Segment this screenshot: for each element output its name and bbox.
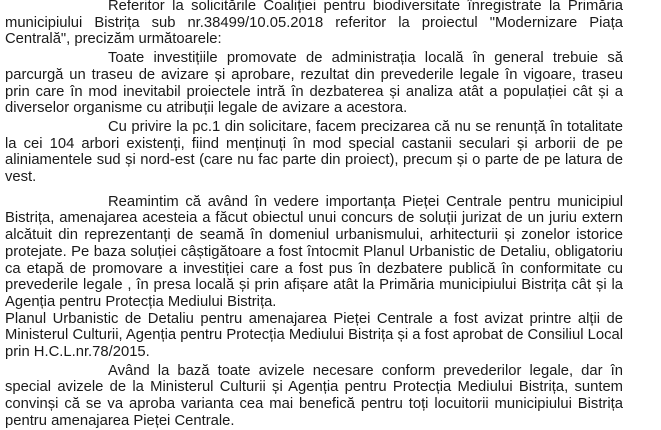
- paragraph-competition: Reamintim că având în vedere importanța Pieței Centrale pentru municipiul Bistrița, amenajarea acesteia a făcut obiectul unui concurs de soluții jurizat de un juriu extern alcătuit din reprezentanți de seamă în domeniul urbanismului, arhitecturii și zonelor istorice protejate. Pe baza soluției câștigătoare a fost întocmit Planul Urbanistic de Detaliu, obligatoriu ca etapă de promovare a investiției care a fost pus în dezbatere publică în conformitate cu prevederile legale , în presa locală și prin afișare atât la Primăria municipiului Bistrița cât și la Agenția pentru Protecția Mediului Bistrița.: [5, 193, 623, 310]
- paragraph-conclusion: Având la bază toate avizele necesare conform prevederilor legale, dar în special avizele de la Ministerul Culturii și Agenția pentru Protecția Mediului Bistrița, suntem convinși că se va aproba varianta cea mai benefică pentru toți locuitorii municipiului Bistrița pentru amenajarea Pieței Centrale.: [5, 362, 623, 429]
- paragraph-pud-approval: Planul Urbanistic de Detaliu pentru amenajarea Pieței Centrale a fost avizat printre alții de Ministerul Culturii, Agenția pentru Protecția Mediului Bistrița și a fost aprobat de Consiliul Local prin H.C.L.nr.78/2015.: [5, 310, 623, 361]
- paragraph-intro: Referitor la solicitările Coaliției pentru biodiversitate înregistrate la Primăria municipiului Bistrița sub nr.38499/10.05.2018 referitor la proiectul "Modernizare Piața Centrală", precizăm următoarele:: [5, 0, 623, 48]
- paragraph-trees: Cu privire la pc.1 din solicitare, facem precizarea că nu se renunță în totalitate la cei 104 arbori existenți, fiind menținuți în mod special castanii seculari și arborii de pe aliniamentele sud și nord-est (care nu fac parte din proiect), precum și o parte de pe latura de vest.: [5, 118, 623, 186]
- document-body: [5, 0, 623, 430]
- paragraph-investments: Toate investițiile promovate de administrația locală în general trebuie să parcurgă un traseu de avizare și aprobare, rezultat din prevederile legale în vigoare, traseu prin care în mod inevitabil proiectele intră în dezbaterea și analiza atât a populației cât și a diverselor organisme cu atribuții legale de avizare a acestora.: [5, 50, 623, 117]
